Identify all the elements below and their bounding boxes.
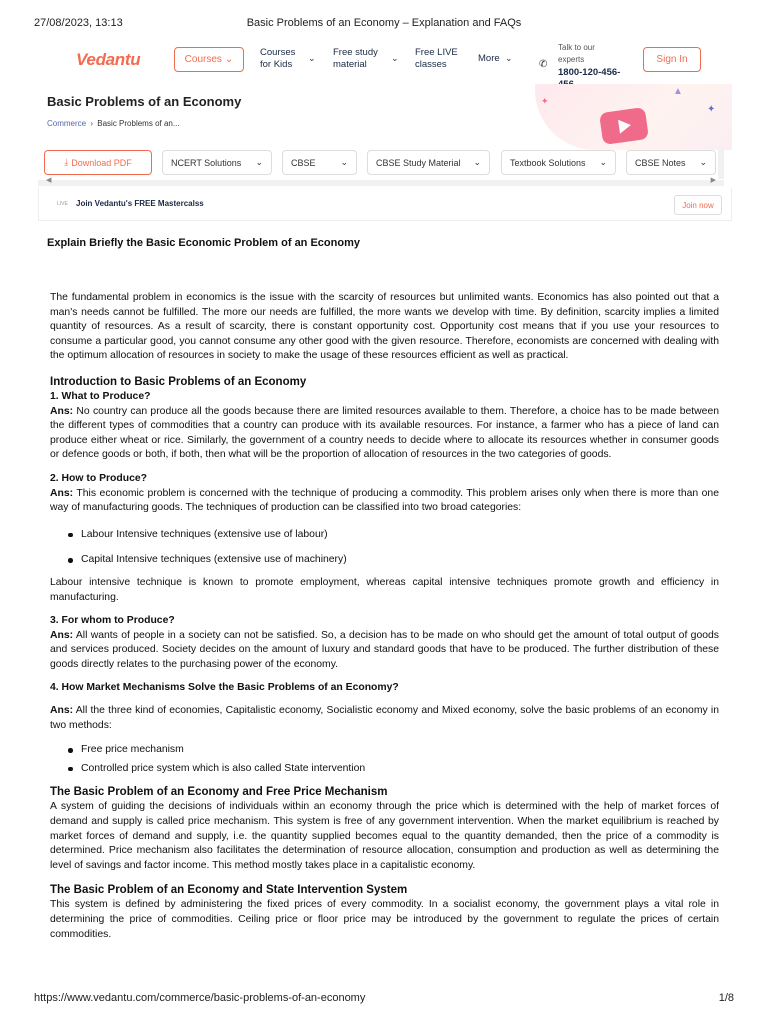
answer-3: [50, 629, 719, 673]
breadcrumb: [47, 119, 180, 128]
article-body: [50, 291, 719, 942]
phone-icon: ✆: [539, 59, 548, 70]
nav-courses-for-kids-line1: Courses: [260, 47, 296, 58]
tab-label: CBSE Study Material: [376, 157, 461, 168]
section-heading-state-intervention: The Basic Problem of an Economy and State Intervention System: [50, 884, 408, 897]
list-item: Labour Intensive techniques (extensive use of labour): [66, 528, 719, 543]
print-url: https://www.vedantu.com/commerce/basic-problems-of-an-economy: [34, 992, 366, 1004]
answer-2: [50, 487, 719, 516]
play-icon: [599, 107, 649, 145]
chevron-down-icon[interactable]: ⌄: [308, 53, 316, 63]
ans-label: Ans:: [50, 705, 74, 717]
answer-4: [50, 704, 719, 733]
nav-free-study-line2: material: [333, 59, 367, 70]
nav-more[interactable]: [478, 53, 500, 65]
download-pdf-label: Download PDF: [71, 157, 132, 168]
vedantu-logo[interactable]: Vedantu: [76, 50, 141, 69]
nav-free-study-material[interactable]: [333, 47, 378, 71]
answer-2-text: This economic problem is concerned with the technique of producing a commodity. This problem arises only when there is more than one way of manufacturing goods. The techniques of production can be classified into two broad categories:: [50, 487, 719, 514]
resource-tab-strip: [38, 146, 724, 188]
ans-label: Ans:: [50, 405, 74, 417]
chevron-down-icon[interactable]: ⌄: [391, 53, 399, 63]
ans-label: Ans:: [50, 487, 74, 499]
sign-in-button[interactable]: Sign In: [643, 47, 701, 72]
download-icon: ⤓: [64, 157, 69, 167]
courses-label: Courses: [184, 54, 222, 65]
page-title: Basic Problems of an Economy: [47, 94, 242, 109]
tab-ncert-solutions[interactable]: [162, 150, 272, 175]
section-heading-free-price: The Basic Problem of an Economy and Free Price Mechanism: [50, 786, 388, 799]
chevron-down-icon: ⌄: [473, 157, 481, 167]
talk-line2: experts: [558, 55, 585, 64]
phone-number-line1: 1800-120-456-: [558, 67, 621, 78]
question-3: 3. For whom to Produce?: [50, 615, 175, 627]
section-heading-intro: Introduction to Basic Problems of an Economy: [50, 375, 307, 388]
chevron-down-icon: ⌄: [255, 157, 263, 167]
tab-cbse[interactable]: [282, 150, 357, 175]
print-page-number: 1/8: [718, 992, 734, 1004]
chevron-down-icon: ⌄: [599, 157, 607, 167]
live-masterclass-banner: [38, 188, 732, 221]
print-datetime: 27/08/2023, 13:13: [34, 17, 123, 29]
answer-1-text: No country can produce all the goods because there are limited resources available to them. Therefore, a choice has to be made between the different types of commodities that a country can produce with its available resources. For instance, a farmer who has a piece of land can produce either wheat or rice. Similarly, the government of a country needs to decide where to allocate its resources whether in consumer goods or defence goods or both, if both, then what will be the proportion of allocation of resources in the two categories of goods.: [50, 405, 720, 461]
nav-free-live-line2: classes: [415, 59, 447, 70]
live-tag: LIVE: [57, 201, 68, 207]
chevron-down-icon: ⌄: [224, 54, 234, 65]
join-now-button[interactable]: Join now: [674, 195, 722, 215]
question-1: 1. What to Produce?: [50, 390, 151, 402]
print-doc-title: Basic Problems of an Economy – Explanation and FAQs: [246, 17, 522, 29]
courses-dropdown-button[interactable]: [174, 47, 244, 72]
ans-label: Ans:: [50, 629, 74, 641]
intro-paragraph: The fundamental problem in economics is the issue with the scarcity of resources but unlimited wants. Economics has also pointed out that a man's needs cannot be fulfilled. The more our needs are fulfilled, the more wants we develop with time. By definition, scarcity implies a limited quantity of resources. As a result of scarcity, there is constant opportunity cost. Opportunity cost means that if you use your resources to consume a particular good, you cannot consume any other good with the given resource. Therefore, economists are concerned with dealing with the optimum allocation of resources in society to make the usage of these resources efficient as well as practical.: [50, 292, 719, 362]
tab-label: NCERT Solutions: [171, 157, 242, 168]
article-heading: Explain Briefly the Basic Economic Problem of an Economy: [47, 237, 360, 249]
tab-label: CBSE Notes: [635, 157, 686, 168]
nav-free-study-line1: Free study: [333, 47, 378, 58]
nav-free-live-classes[interactable]: [415, 47, 458, 71]
download-pdf-button[interactable]: [44, 150, 152, 175]
tab-cbse-study-material[interactable]: [367, 150, 490, 175]
print-footer: [34, 992, 734, 1006]
free-price-paragraph: A system of guiding the decisions of individuals within an economy through the price which is determined with the help of market forces of demand and supply is called price mechanism. This system is free of any government intervention. When the market equilibrium is reached by market forces of demand and supply, i.e. the quantity supplied becomes equal to the quantity demanded, then the price of a commodity is determined. Price mechanism also facilitates the determination of resource allocation, consumption and production as well as determining the level of savings and factor income. This method mostly takes place in a capitalistic economy.: [50, 801, 719, 871]
hero-illustration: [535, 84, 732, 150]
nav-free-live-line1: Free LIVE: [415, 47, 458, 58]
breadcrumb-root-link[interactable]: Commerce: [47, 119, 87, 128]
triangle-icon: ▲: [673, 86, 683, 97]
horizontal-scrollbar[interactable]: [38, 177, 724, 186]
question-4: 4. How Market Mechanisms Solve the Basic Problems of an Economy?: [50, 682, 399, 694]
tab-cbse-notes[interactable]: [626, 150, 716, 175]
techniques-note: Labour intensive technique is known to promote employment, whereas capital intensive techniques promote growth and efficiency in manufacturing.: [50, 576, 719, 603]
talk-line1: Talk to our: [558, 43, 595, 52]
tab-label: CBSE: [291, 157, 316, 168]
scroll-right-icon[interactable]: ▶: [710, 177, 716, 184]
question-2: 2. How to Produce?: [50, 472, 147, 484]
vertical-scrollbar[interactable]: [718, 147, 724, 179]
answer-3-text: All wants of people in a society can not be satisfied. So, a decision has to be made on who should get the amount of total output of goods and services produced. Society decides on the amount of luxury and standard goods that have to be produced. The further distribution of these goods directly relates to the purchasing power of the economy.: [50, 629, 719, 670]
live-banner-text: Join Vedantu's FREE Mastercalss: [76, 199, 204, 208]
nav-more-label: More: [478, 53, 500, 64]
list-item: Free price mechanism: [66, 743, 719, 758]
scroll-left-icon[interactable]: ◀: [46, 177, 52, 184]
chevron-down-icon: ⌄: [699, 157, 707, 167]
print-header: [34, 17, 734, 31]
state-intervention-paragraph: This system is defined by administering the fixed prices of every commodity. In a socialist economy, the government plays a vital role in determining the price of commodities. Ceiling price or floor price may be introduced by the government to regulate the prices of certain commodities.: [50, 899, 719, 940]
nav-courses-for-kids[interactable]: [260, 47, 295, 71]
talk-to-experts-label: [558, 42, 628, 66]
tab-label: Textbook Solutions: [510, 157, 586, 168]
list-item: Capital Intensive techniques (extensive use of machinery): [66, 553, 719, 568]
star-icon: ✦: [707, 104, 716, 115]
breadcrumb-current: Basic Problems of an...: [97, 119, 180, 128]
nav-courses-for-kids-line2: for Kids: [260, 59, 293, 70]
sparkle-icon: ✦: [541, 96, 549, 106]
answer-4-text: All the three kind of economies, Capitalistic economy, Socialistic economy and Mixed economy, solve the basic problems of an economy in two methods:: [50, 705, 719, 731]
chevron-down-icon[interactable]: ⌄: [505, 53, 513, 63]
techniques-list: [50, 528, 719, 568]
list-item: Controlled price system which is also called State intervention: [66, 762, 719, 777]
tab-textbook-solutions[interactable]: [501, 150, 616, 175]
answer-1: [50, 405, 719, 463]
chevron-down-icon: ⌄: [340, 157, 348, 167]
chevron-right-icon: ›: [90, 119, 94, 128]
methods-list: [50, 743, 719, 776]
